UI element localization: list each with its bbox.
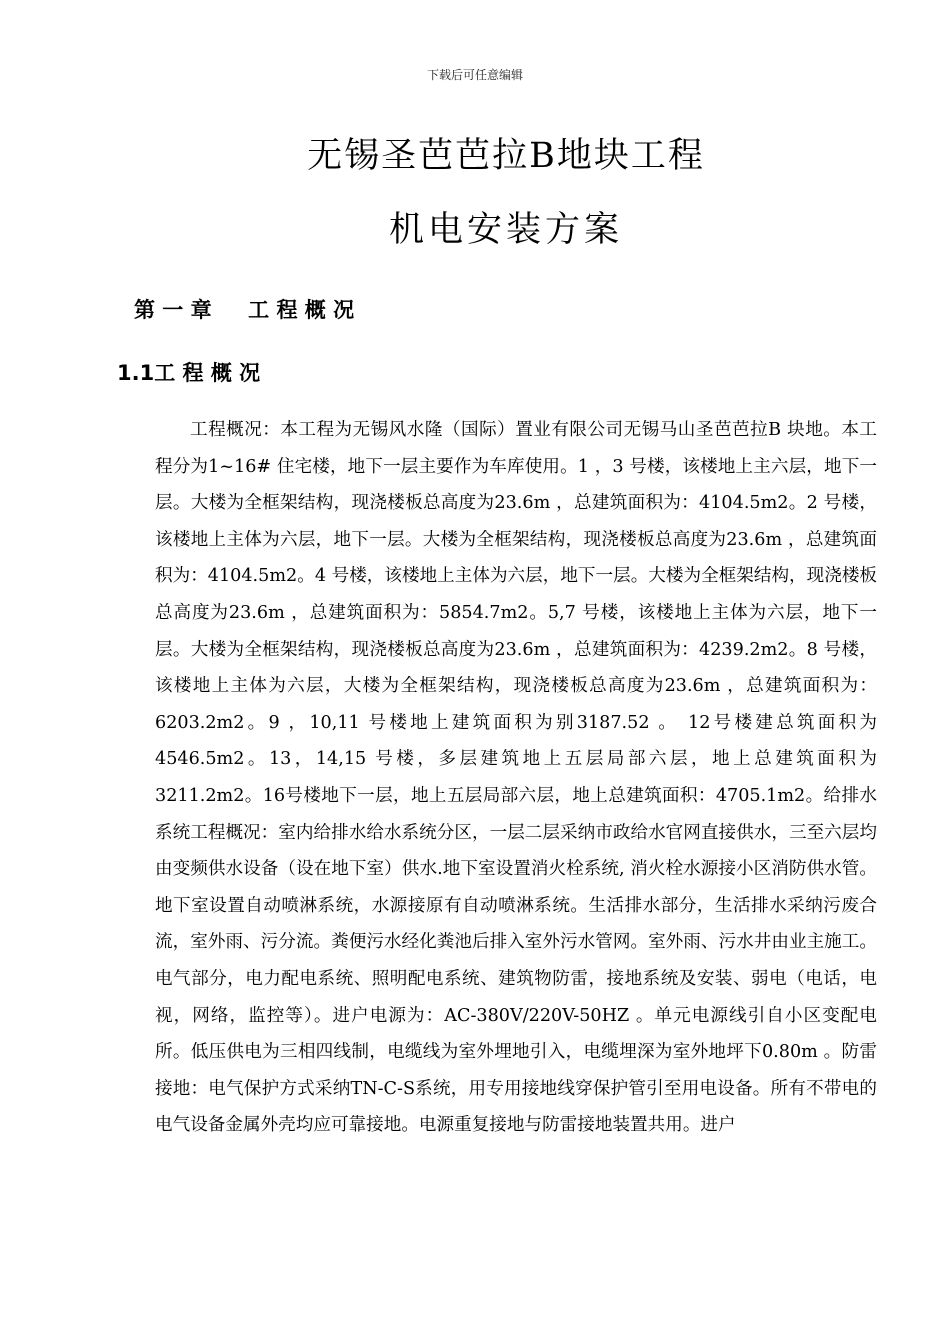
section-heading: 1.1工 程 概 况 [117, 361, 261, 385]
body-paragraph: 工程概况：本工程为无锡风水隆（国际）置业有限公司无锡马山圣芭芭拉B 块地。本工程分为1~16# 住宅楼，地下一层主要作为车库使用。1 ，3 号楼，该楼地上主六层，地下一层。大楼为全框架结构，现浇楼板总高度为23.6m ，总建筑面积为：4104.5m2。2 号楼，该楼地上主体为六层，地下一层。大楼为全框架结构，现浇楼板总高度为23.6m ，总建筑面积为：4104.5m2。4 号楼，该楼地上主体为六层，地下一层。大楼为全框架结构，现浇楼板总高度为23.6m ，总建筑面积为：5854.7m2。5,7 号楼，该楼地上主体为六层，地下一层。大楼为全框架结构，现浇楼板总高度为23.6m ，总建筑面积为：4239.2m2。8 号楼，该楼地上主体为六层，大楼为全框架结构，现浇楼板总高度为23.6m ，总建筑面积为：6203.2m2。9 ，10,11 号楼地上建筑面积为别3187.52 。 12号楼建总筑面积为4546.5m2。13，14,15 号楼，多层建筑地上五层局部六层，地上总建筑面积为3211.2m2。16号楼地下一层，地上五层局部六层，地上总建筑面积：4705.1m2。给排水系统工程概况：室内给排水给水系统分区，一层二层采纳市政给水官网直接供水，三至六层均由变频供水设备（设在地下室）供水.地下室设置消火栓系统, 消火栓水源接小区消防供水管。地下室设置自动喷淋系统，水源接原有自动喷淋系统。生活排水部分，生活排水采纳污废合流，室外雨、污分流。粪便污水经化粪池后排入室外污水管网。室外雨、污水井由业主施工。电气部分，电力配电系统、照明配电系统、建筑物防雷，接地系统及安装、弱电（电话，电视，网络，监控等）。进户电源为：AC-380V/220V-50HZ 。单元电源线引自小区变配电所。低压供电为三相四线制，电缆线为室外埋地引入，电缆埋深为室外地坪下0.80m 。防雷接地：电气保护方式采纳TN-C-S系统，用专用接地线穿保护管引至用电设备。所有不带电的电气设备金属外壳均应可靠接地。电源重复接地与防雷接地装置共用。进户 [155, 420, 878, 1136]
document-title-line-2: 机电安装方案 [388, 210, 623, 250]
document-title-line-1: 无锡圣芭芭拉B地块工程 [307, 136, 705, 176]
chapter-heading: 第 一 章 工 程 概 况 [134, 298, 355, 322]
page-header-note: 下载后可任意编辑 [426, 68, 523, 82]
